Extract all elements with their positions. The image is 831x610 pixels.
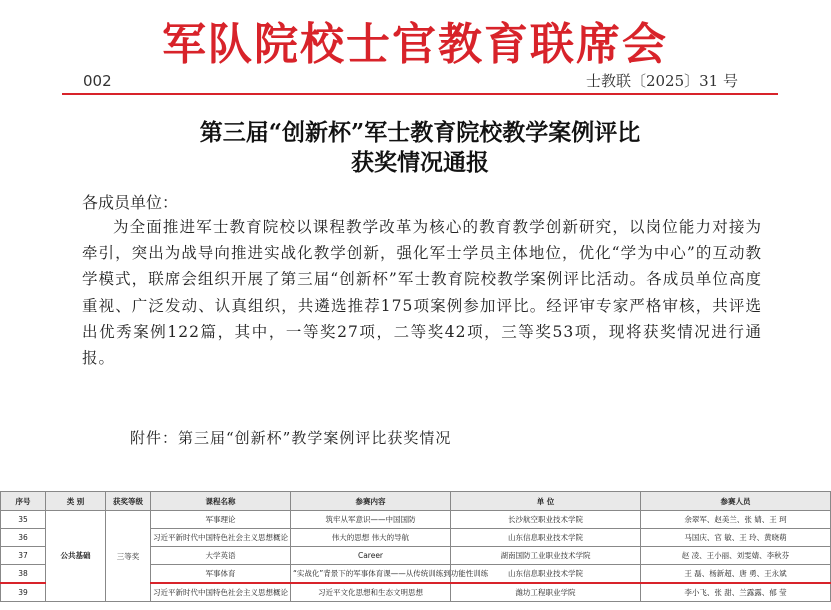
row-course: 习近平新时代中国特色社会主义思想概论 <box>151 583 291 602</box>
row-no: 37 <box>1 547 46 565</box>
document-code: 002 <box>83 72 112 90</box>
awards-table <box>0 491 831 602</box>
row-no: 36 <box>1 529 46 547</box>
row-content: Career <box>291 547 451 565</box>
row-content: 伟大的思想 伟大的导航 <box>291 529 451 547</box>
title-line-1: 第三届“创新杯”军士教育院校教学案例评比 <box>199 119 641 146</box>
header-unit: 单 位 <box>451 492 641 511</box>
body-paragraph: 为全面推进军士教育院校以课程教学改革为核心的教育教学创新研究，以岗位能力对接为牵引，突出为战导向推进实战化教学创新，强化军士学员主体地位，优化“学为中心”的互动教学模式，联席会组织开展了第三届“创新杯”军士教育院校教学案例评比活动。各成员单位高度重视、广泛发动、认真组织，共遴选推荐175项案例参加评比。经评审专家严格审核，共评选出优秀案例122篇，其中，一等奖27项，二等奖42项，三等奖53项，现将获奖情况进行通报。 <box>82 218 762 368</box>
row-no: 35 <box>1 511 46 529</box>
row-people: 李小飞、张 甜、兰露露、郁 莹 <box>641 583 831 602</box>
row-people: 马国庆、官 敏、王 玲、黄晓萌 <box>641 529 831 547</box>
header-course: 课程名称 <box>151 492 291 511</box>
title-line-2: 获奖情况通报 <box>351 149 489 176</box>
level-cell: 三等奖 <box>106 511 151 602</box>
header-level: 获奖等级 <box>106 492 151 511</box>
row-unit: 山东信息职业技术学院 <box>451 529 641 547</box>
row-no: 39 <box>1 583 46 602</box>
row-no: 38 <box>1 565 46 584</box>
row-people: 余翠军、赵美兰、张 婧、王 珂 <box>641 511 831 529</box>
row-unit: 湖南国防工业职业技术学院 <box>451 547 641 565</box>
row-people: 赵 凌、王小丽、刘雯婧、李秋芬 <box>641 547 831 565</box>
row-content: “实战化”背景下的军事体育课——从传统训练到功能性训练 <box>291 565 451 584</box>
header-category: 类 别 <box>46 492 106 511</box>
row-people: 王 磊、杨新超、唐 勇、王永斌 <box>641 565 831 584</box>
header-content: 参赛内容 <box>291 492 451 511</box>
row-content: 筑牢从军意识——中国国防 <box>291 511 451 529</box>
salutation: 各成员单位： <box>82 193 179 212</box>
row-course: 军事体育 <box>151 565 291 584</box>
header-people: 参赛人员 <box>641 492 831 511</box>
row-unit: 长沙航空职业技术学院 <box>451 511 641 529</box>
table-header-row <box>1 492 831 511</box>
row-course: 习近平新时代中国特色社会主义思想概论 <box>151 529 291 547</box>
row-unit: 潍坊工程职业学院 <box>451 583 641 602</box>
row-course: 军事理论 <box>151 511 291 529</box>
red-divider <box>62 93 778 95</box>
table-row <box>1 511 831 529</box>
row-content: 习近平文化思想和生态文明思想 <box>291 583 451 602</box>
row-course: 大学英语 <box>151 547 291 565</box>
document-title <box>60 118 780 178</box>
document-number: 士教联〔2025〕31 号 <box>585 72 738 90</box>
header-no: 序号 <box>1 492 46 511</box>
attachment-line: 附件：第三届“创新杯”教学案例评比获奖情况 <box>130 429 452 447</box>
letterhead-title: 军队院校士官教育联席会 <box>162 19 668 70</box>
category-cell: 公共基础 <box>46 511 106 602</box>
row-unit: 山东信息职业技术学院 <box>451 565 641 584</box>
